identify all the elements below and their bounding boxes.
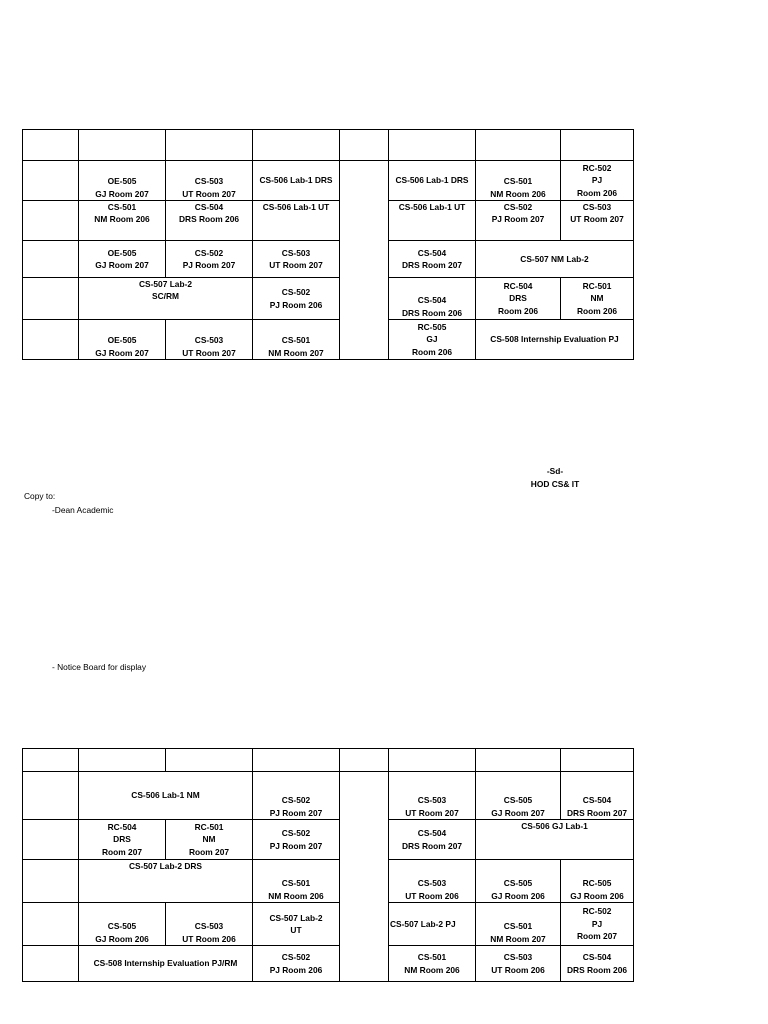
timetable-cell <box>389 903 476 946</box>
cell-text-line: CS-504 <box>194 202 224 212</box>
timetable-cell <box>253 241 340 278</box>
cell-text-line: CS-504 <box>582 795 612 806</box>
timetable-cell <box>79 772 253 820</box>
cell-text-line: Room 206 <box>576 187 618 198</box>
cell-text-line: GJ Room 207 <box>95 347 149 358</box>
timetable-cell <box>561 772 634 820</box>
timetable-cell <box>166 130 253 161</box>
cell-text-line: CS-502 <box>194 247 224 258</box>
cell-text-line: PJ Room 206 <box>269 299 323 310</box>
timetable-cell <box>476 201 561 241</box>
timetable-cell <box>561 860 634 903</box>
cell-text-line: GJ Room 206 <box>491 890 545 901</box>
cell-text-line: RC-501 <box>582 280 612 291</box>
timetable-cell <box>561 903 634 946</box>
timetable-cell <box>166 903 253 946</box>
cell-text-line: CS-501 <box>281 878 311 889</box>
timetable-cell <box>79 860 253 903</box>
cell-text-line: UT Room 207 <box>182 188 236 199</box>
cell-text-line: NM Room 206 <box>404 964 460 975</box>
cell-text-line: PJ Room 206 <box>269 964 323 975</box>
signature-sd: -Sd- <box>546 466 564 476</box>
cell-text-line: CS-502 <box>503 202 533 212</box>
timetable-cell <box>389 320 476 360</box>
timetable-cell <box>476 320 634 360</box>
cell-text-line: GJ Room 207 <box>491 807 545 818</box>
cell-text-line: OE-505 <box>107 335 137 346</box>
timetable-cell <box>166 320 253 360</box>
cell-text-line: DRS Room 206 <box>566 964 628 975</box>
timetable-cell <box>389 201 476 241</box>
timetable-row <box>23 130 634 161</box>
cell-text-line: CS-502 <box>281 795 311 806</box>
timetable-cell <box>166 749 253 772</box>
timetable-cell <box>23 130 79 161</box>
cell-text-line: CS-508 Internship Evaluation PJ/RM <box>93 958 238 969</box>
cell-text-line: RC-502 <box>582 906 612 917</box>
cell-text-line: GJ Room 207 <box>95 260 149 270</box>
timetable-cell <box>23 320 79 360</box>
timetable-cell <box>79 201 166 241</box>
timetable-cell <box>253 860 340 903</box>
cell-text-line: NM Room 206 <box>268 890 324 901</box>
cell-text-line: CS-504 <box>417 828 447 839</box>
timetable-cell <box>340 772 389 982</box>
timetable-row <box>23 772 634 820</box>
timetable-cell <box>166 241 253 278</box>
timetable-cell <box>340 161 389 360</box>
cell-text-line: RC-501 <box>194 821 224 832</box>
timetable-cell <box>23 946 79 982</box>
cell-text-line: CS-501 <box>281 335 311 346</box>
timetable-cell <box>23 278 79 320</box>
cell-text-line: DRS Room 206 <box>178 214 240 225</box>
timetable-cell <box>79 903 166 946</box>
cell-text-line: CS-507 Lab-2 DRS <box>128 861 203 871</box>
timetable-cell <box>340 130 389 161</box>
cell-text-line: CS-503 <box>194 176 224 187</box>
cell-text-line: PJ Room 207 <box>269 807 323 818</box>
cell-text-line: CS-506 Lab-1 UT <box>262 202 330 212</box>
timetable-cell <box>561 278 634 320</box>
timetable-row <box>23 860 634 903</box>
cell-text-line: DRS Room 207 <box>401 260 463 270</box>
cell-text-line: CS-503 <box>503 952 533 963</box>
timetable-cell <box>476 772 561 820</box>
timetable-cell <box>389 946 476 982</box>
timetable-cell <box>79 130 166 161</box>
cell-text-line: OE-505 <box>107 176 137 187</box>
cell-text-line: RC-504 <box>503 280 533 291</box>
cell-text-line: CS-505 <box>107 921 137 932</box>
timetable-cell <box>253 749 340 772</box>
copy-to-label: Copy to: <box>24 491 56 501</box>
cell-text-line: NM Room 207 <box>268 347 324 358</box>
cell-text-line: CS-502 <box>281 828 311 839</box>
cell-text-line: CS-502 <box>281 287 311 298</box>
cell-text-line: OE-505 <box>107 247 137 258</box>
cell-text-line: Room 207 <box>101 846 143 857</box>
copy-recipient-dean: -Dean Academic <box>52 505 114 515</box>
timetable-cell <box>476 860 561 903</box>
cell-text-line: GJ <box>426 334 438 345</box>
timetable-cell <box>561 161 634 201</box>
cell-text-line: SC/RM <box>152 291 179 302</box>
cell-text-line: DRS <box>509 293 527 304</box>
timetable-cell <box>23 860 79 903</box>
cell-text-line: RC-505 <box>417 321 447 332</box>
timetable-cell <box>389 241 476 278</box>
cell-text-line: PJ Room 207 <box>182 260 236 270</box>
cell-text-line: Room 206 <box>411 346 453 357</box>
timetable-cell <box>166 201 253 241</box>
cell-text-line: CS-503 <box>582 202 612 212</box>
timetable-cell <box>561 130 634 161</box>
cell-text-line: CS-503 <box>417 878 447 889</box>
timetable-cell <box>253 820 340 860</box>
timetable-cell <box>476 903 561 946</box>
timetable-cell <box>166 161 253 201</box>
timetable-cell <box>23 749 79 772</box>
cell-text-line: UT Room 206 <box>182 933 236 944</box>
cell-text-line: CS-507 Lab-2 <box>138 279 193 289</box>
timetable-bottom <box>22 748 634 982</box>
timetable-cell <box>389 130 476 161</box>
timetable-cell <box>79 241 166 278</box>
timetable-cell <box>340 749 389 772</box>
timetable-cell <box>389 278 476 320</box>
cell-text-line: NM Room 206 <box>490 188 546 199</box>
cell-text-line: CS-508 Internship Evaluation PJ <box>490 334 619 345</box>
cell-text-line: CS-506 GJ Lab-1 <box>521 821 588 831</box>
timetable-cell <box>23 241 79 278</box>
cell-text-line: GJ Room 206 <box>570 890 624 901</box>
timetable-cell <box>389 860 476 903</box>
timetable-cell <box>79 820 166 860</box>
timetable-cell <box>389 820 476 860</box>
cell-text-line: CS-501 <box>107 202 137 212</box>
timetable-cell <box>389 749 476 772</box>
cell-text-line: UT Room 207 <box>405 807 459 818</box>
cell-text-line: UT Room 206 <box>405 890 459 901</box>
timetable-row <box>23 161 634 201</box>
cell-text-line: CS-501 <box>417 952 447 963</box>
cell-text-line: UT Room 207 <box>269 260 323 270</box>
timetable-cell <box>23 772 79 820</box>
cell-text-line: CS-501 <box>503 176 533 187</box>
cell-text-line: NM <box>590 293 604 304</box>
cell-text-line: RC-505 <box>582 878 612 889</box>
cell-text-line: NM <box>202 834 216 845</box>
timetable-cell <box>79 946 253 982</box>
timetable-row <box>23 946 634 982</box>
cell-text-line: CS-504 <box>417 295 447 306</box>
timetable-cell <box>253 161 340 201</box>
timetable-row <box>23 278 634 320</box>
cell-text-line: CS-506 Lab-1 DRS <box>395 175 469 186</box>
cell-text-line: DRS Room 206 <box>401 307 463 318</box>
cell-text-line: UT Room 207 <box>570 214 624 225</box>
timetable-row <box>23 241 634 278</box>
cell-text-line: CS-502 <box>281 952 311 963</box>
cell-text-line: Room 207 <box>188 846 230 857</box>
timetable-cell <box>23 161 79 201</box>
cell-text-line: RC-502 <box>582 162 612 173</box>
timetable-top <box>22 129 634 360</box>
timetable-cell <box>253 278 340 320</box>
cell-text-line: Room 206 <box>576 305 618 316</box>
timetable-cell <box>253 201 340 241</box>
timetable-cell <box>79 749 166 772</box>
cell-text-line: CS-504 <box>582 952 612 963</box>
timetable-cell <box>23 903 79 946</box>
timetable-row <box>23 749 634 772</box>
cell-text-line: CS-503 <box>417 795 447 806</box>
copy-recipient-notice-board: - Notice Board for display <box>52 662 147 672</box>
timetable-cell <box>79 161 166 201</box>
cell-text-line: CS-505 <box>503 878 533 889</box>
timetable-cell <box>389 772 476 820</box>
cell-text-line: DRS <box>113 834 131 845</box>
cell-text-line: NM Room 206 <box>94 214 150 225</box>
cell-text-line: CS-506 Lab-1 NM <box>131 790 200 801</box>
timetable-cell <box>166 820 253 860</box>
timetable-cell <box>476 946 561 982</box>
cell-text-line: Room 206 <box>497 305 539 316</box>
timetable-cell <box>253 320 340 360</box>
cell-text-line: CS-507 Lab-2 PJ <box>390 918 456 929</box>
timetable-cell <box>79 278 253 320</box>
cell-text-line: UT Room 207 <box>182 347 236 358</box>
cell-text-line: PJ <box>591 175 603 186</box>
timetable-cell <box>476 278 561 320</box>
cell-text-line: DRS Room 207 <box>401 840 463 851</box>
timetable-cell <box>253 772 340 820</box>
cell-text-line: CS-503 <box>194 335 224 346</box>
cell-text-line: Room 207 <box>576 931 618 942</box>
cell-text-line: CS-503 <box>194 921 224 932</box>
cell-text-line: CS-506 Lab-1 UT <box>398 202 466 212</box>
signature-title: HOD CS& IT <box>530 479 580 489</box>
cell-text-line: NM Room 207 <box>490 933 546 944</box>
cell-text-line: CS-507 NM Lab-2 <box>520 253 589 264</box>
cell-text-line: PJ <box>591 918 603 929</box>
cell-text-line: PJ Room 207 <box>269 840 323 851</box>
timetable-cell <box>561 946 634 982</box>
cell-text-line: PJ Room 207 <box>491 214 545 225</box>
timetable-cell <box>253 903 340 946</box>
timetable-row <box>23 201 634 241</box>
timetable-row <box>23 820 634 860</box>
cell-text-line: CS-501 <box>503 921 533 932</box>
cell-text-line: UT <box>290 925 302 935</box>
timetable-row <box>23 320 634 360</box>
cell-text-line: CS-503 <box>281 247 311 258</box>
cell-text-line: GJ Room 206 <box>95 933 149 944</box>
timetable-row <box>23 903 634 946</box>
timetable-cell <box>561 749 634 772</box>
timetable-cell <box>79 320 166 360</box>
cell-text-line: CS-507 Lab-2 <box>269 912 323 923</box>
timetable-cell <box>561 201 634 241</box>
cell-text-line: CS-505 <box>503 795 533 806</box>
timetable-cell <box>476 161 561 201</box>
cell-text-line: CS-506 Lab-1 DRS <box>259 175 333 186</box>
timetable-cell <box>389 161 476 201</box>
cell-text-line: CS-504 <box>417 247 447 258</box>
timetable-cell <box>476 820 634 860</box>
cell-text-line: UT Room 206 <box>491 964 545 975</box>
timetable-cell <box>476 241 634 278</box>
cell-text-line: RC-504 <box>107 821 137 832</box>
cell-text-line: DRS Room 207 <box>566 807 628 818</box>
timetable-cell <box>476 130 561 161</box>
cell-text-line: GJ Room 207 <box>95 188 149 199</box>
timetable-cell <box>253 946 340 982</box>
timetable-cell <box>23 201 79 241</box>
timetable-cell <box>476 749 561 772</box>
timetable-cell <box>23 820 79 860</box>
timetable-cell <box>253 130 340 161</box>
